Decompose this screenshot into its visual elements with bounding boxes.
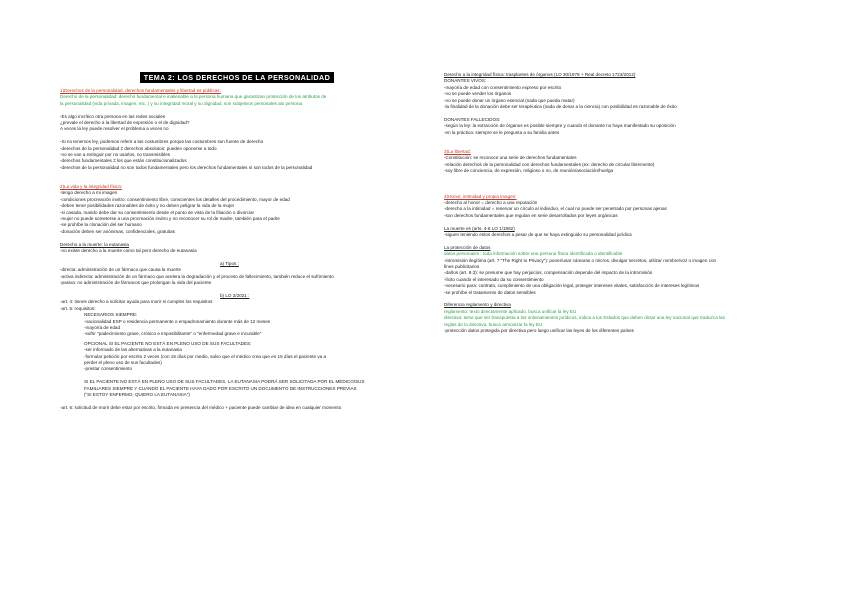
text-line: La protección de datos (444, 244, 491, 250)
text-line: -deben tener posibilidades razonables de éxito y no deben peligrar la vida de la mujer (60, 203, 235, 209)
text-line: -derecho a la intimidad = reservar un círculo al individuo, el cual no puede ser penetrado por personas ajenas (444, 206, 667, 212)
text-line: -siguen teniendo estos derechos a pesar de que se haya extinguido su personalidad jurídica (444, 232, 632, 238)
text-line: DONANTES FALLECIDOS: (444, 116, 501, 122)
text-line: -Es algo incrítico otra persona en las redes sociales (60, 113, 166, 119)
left-column (60, 88, 420, 411)
text-line: SI EL PACIENTE NO ESTÁ EN PLENO USO DE SUS FACULTADES, LA EUTANASIA PODRÁ SER SOLICITADA POR EL MÉDICO/SUS (84, 379, 365, 385)
text-line: -nacionalidad ESP o residencia permanente o empadronamiento durante más de 12 meses (84, 318, 271, 324)
text-line: -relación derechos de la personalidad con derechos fundamentales (ex: derecho de circular libremente) (444, 161, 655, 167)
text-line: -soy libre de conciencia, de expresión, religioso o no, de reunión/asociación/huelga (444, 168, 614, 174)
text-line: -condiciones procreación invitro: consentimiento libre, conscientes los detalles del procedimiento, mayor de edad (60, 196, 290, 202)
text-line: OPCIONAL SI EL PACIENTE NO ESTÁ EN PLENO USO DE SUS FACULTADES: (84, 340, 252, 346)
text-line: -no se puede donar un órgano esencial (nada que pueda matar) (444, 97, 575, 103)
text-line: -derechos fundamentales ≠ los que están constitucionalizados (60, 158, 187, 164)
text-line: la personalidad (vida privada, imagen, etc..) y su integridad moral y su dignidad, son subjetivos personales alo persona (60, 100, 303, 106)
text-line: -necesario para: contrato, cumplimiento de una obligación legal, proteger intereses vitales, satisfacción de intereses legítimos (444, 283, 700, 289)
text-line: a) Tipos : (220, 260, 239, 266)
text-line: -derecho al honor = derecho a una reputación (444, 200, 538, 206)
text-line: fines publicitarios (444, 264, 480, 270)
text-line: 4)Honor, intimidad y propia imagen: (444, 193, 517, 199)
text-line: ¿prevale el derecho a la libertad de expresión o el de dignidad? (60, 120, 190, 126)
text-line: Diferencia reglamento y directiva (444, 302, 511, 308)
text-line: NECESARIOS SIEMPRE: (84, 312, 138, 318)
text-line: -mujer no puede someterse a una procreación invitro y no reconocer su rol de madre, también para el padre (60, 216, 280, 222)
text-line: -art. 5: requisitos: (60, 305, 96, 311)
text-line: -si casada, marido debe dar su consentimiento desde el punto de vista de la filiación o divorciar (60, 209, 255, 215)
text-line: -mayoría de edad (84, 324, 121, 330)
text-line: -activa indirecta: administración de un fármaco que acelera la degradación y el proceso de fallecimiento, también reduce el sufrimiento (60, 273, 334, 279)
text-line: FAMILIARES SIEMPRE Y CUANDO EL PACIENTE HAYA DADO POR ESCRITO UN DOCUMENTO DE INSTRUCCIONES PREVIAS (84, 385, 357, 391)
text-line: Derecho de la personalidad: derecho fundamental e inalienable a la persona humana que garantizan protección de los atributos de (60, 94, 327, 100)
text-line: -derechos de la personalidad ≠ derechos absolutos: pueden oponerse a todo (60, 145, 217, 151)
text-line: -no existe derecho a la muerte como tal pero derecho de eutanasia (60, 248, 197, 254)
text-line: directiva: tiene que ser transpuesta a los ordenamientos jurídicos, indica a los Estados que deben dictar una ley nacional que traduzca las (444, 315, 725, 321)
text-line: perder el pleno uso de sus facultades) (84, 359, 162, 365)
text-line: -se prohíbe la clonación del ser humano (60, 222, 142, 228)
document-title: TEMA 2: LOS DERECHOS DE LA PERSONALIDAD (140, 72, 334, 83)
text-line: -mayoría de edad con consentimiento expreso por escrito (444, 84, 562, 90)
text-line: -se prohíbe el tratamiento de datos sensibles (444, 289, 536, 295)
text-line: -art. 4: tienes derecho a solicitar ayuda para morir si cumples los requisitos (60, 299, 213, 305)
text-line: -ser informado de las alternativas a la eutanasia (84, 347, 182, 353)
text-line: -formular petición por escrito 2 veces (con 15 días por medio, salvo que el médico crea que en 15 días el paciente va a (84, 353, 327, 359)
text-line: Derecho a la integridad física: trasplantes de órganos (LO 30/1979 + Real decreto 1723/2012) (444, 72, 636, 77)
text-line: ("SI ESTOY ENFERMO, QUIERO LA EUTANASIA") (84, 391, 190, 397)
text-line: -tengo derecho a mi imagen (60, 190, 118, 196)
text-line: 2)La vida y la integridad física: (60, 184, 123, 190)
text-line: -en la práctica: siempre se le pregunta a su familia antes (444, 129, 560, 135)
text-line: -pasiva: no administración de fármacos que prolongan la vida del paciente (60, 280, 212, 286)
text-line: -daños (art. 9.3): se presume que hay perjuicios, compensación depende del impacto de la intromisión (444, 270, 653, 276)
text-line: -art. 6: solicitud de morir debe estar por escrito, firmada en presencia del médico + paciente puede cambiar de idea en cualquier momento (60, 404, 342, 410)
text-line: -directa: administración de un fármaco que causa la muerte (60, 267, 182, 273)
text-line: DONANTES VIVOS: (444, 78, 487, 84)
text-line: -derechos de la personalidad no son todos fundamentales pero los derechos fundamentales sí son todos de la personalidad (60, 164, 313, 170)
text-line: -según la ley: la extracción de órganos es posible siempre y cuando el donante no haya manifestado su oposición (444, 123, 676, 129)
right-column (444, 72, 804, 335)
text-line: datos personales : toda información sobre una persona física identificada o identificable (444, 251, 623, 257)
text-line: -donación deben ser anónimas, confidenciales, gratuitas (60, 228, 175, 234)
text-line: b) LO 3/2021 : (220, 292, 250, 298)
text-line: -la finalidad de la donación debe ser terapéutica (nada de donar a la ciencia) con posibilidad es razonable de éxito (444, 104, 677, 110)
text-line: 1)Derechos de la personalidad, derechos fundamentales y libertad es públicas: (60, 88, 221, 93)
text-line: 3)La libertad: (444, 148, 471, 154)
text-line: Derecho a la muerte: la eutanasia (60, 241, 129, 247)
text-line: reglamento: texto directamente aplicado, busca unificar la ley EU (444, 308, 577, 314)
text-line: -protección datos protegida por directiva pero luego unificar las leyes de los diferentes países (444, 328, 634, 334)
text-line: -prestar consentimiento (84, 366, 133, 372)
text-line: -lícito cuando el interesado da su consentimiento (444, 276, 544, 282)
text-line: -Constitución: se reconoce una serie de derechos fundamentales (444, 155, 577, 161)
text-line: -intromisión ilegítima (art. 7 "The Right to Privacy"): poner/usar cámaras o micros, divulgar secretos, utilizar nombre/voz o imagen con (444, 257, 717, 263)
text-line: -Si no tenemos ley, podemos referir a las costumbres porque las costumbres son fuente de derecho (60, 139, 264, 145)
text-line: -sufrir "padecimiento grave, crónico e imposibilitante" o "enfermedad grave e incurable" (84, 331, 262, 337)
text-line: La muerte es (arts. 4-6 LO 1/1982) (444, 225, 515, 231)
text-line: -son derechos fundamentales que regulan en serie desarrollados por leyes orgánicas (444, 212, 618, 218)
text-line: -no se van a extinguir por no usarlos, no transmisibles (60, 152, 171, 158)
text-line: reglas de la directiva, busca armonizar la ley EU (444, 321, 543, 327)
text-line: -no se puede vender los órganos (444, 91, 512, 97)
text-line: A veces la ley puede resolver el problema a veces no (60, 126, 169, 132)
